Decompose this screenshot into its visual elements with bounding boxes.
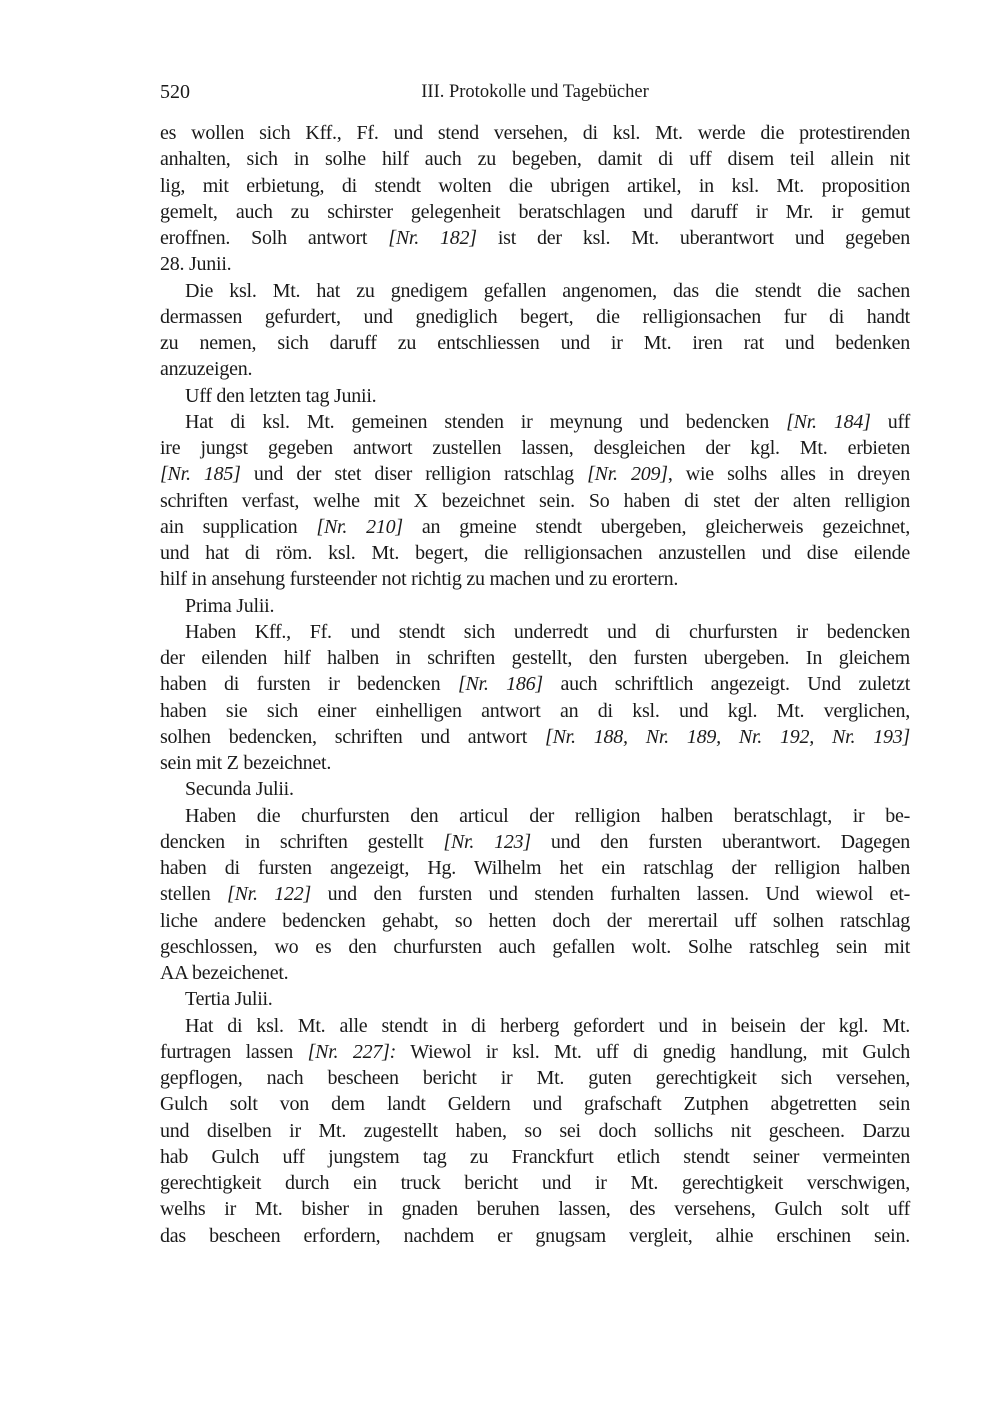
document-reference: [Nr. 209] (587, 463, 668, 486)
text-line (160, 855, 910, 881)
text-line (160, 908, 910, 934)
document-reference: [Nr. 184] (786, 410, 871, 433)
text-segment: anhalten, sich in solhe hilf auch zu begeben, damit di uff disem teil allein nit (160, 148, 910, 171)
text-line (160, 1091, 910, 1117)
text-line (160, 934, 910, 960)
text-line (160, 803, 910, 829)
text-line (160, 1196, 910, 1222)
text-segment: Haben die churfursten den articul der relligion halben beratschlagt, ir be- (185, 804, 910, 827)
text-segment: gerechtigkeit durch ein truck bericht und ir Mt. gerechtigkeit verschwigen, (160, 1172, 910, 1194)
text-segment: Die ksl. Mt. hat zu gnedigem gefallen angenomen, das die stendt die sachen (185, 279, 910, 302)
text-line (160, 540, 910, 566)
text-segment: zu nemen, sich daruff zu entschliessen und ir Mt. iren rat und bedenken (160, 332, 910, 354)
text-segment: und der stet diser relligion ratschlag (240, 463, 588, 486)
text-line (160, 199, 910, 225)
body-text (160, 120, 910, 1249)
text-segment: Secunda Julii. (185, 778, 294, 801)
text-line (160, 698, 910, 724)
document-reference: [Nr. 123] (443, 830, 531, 853)
text-line (160, 488, 910, 514)
text-segment: ain supplication (160, 515, 317, 538)
text-line (160, 829, 910, 855)
text-line (160, 1170, 910, 1196)
text-segment: 28. Junii. (160, 253, 232, 276)
text-line (160, 750, 910, 776)
text-line (160, 225, 910, 251)
text-segment: geschlossen, wo es den churfursten auch gefallen wolt. Solhe ratschleg sein mit (160, 935, 910, 958)
text-line (160, 461, 910, 487)
text-segment: gemelt, auch zu schirster gelegenheit beratschlagen und daruff ir Mr. ir gemut (160, 200, 910, 223)
text-segment: auch schriftlich angezeigt. Und zuletzt (542, 673, 910, 696)
text-line (160, 1065, 910, 1091)
text-segment: welhs ir Mt. bisher in gnaden beruhen lassen, des versehens, Gulch solt uff (160, 1198, 910, 1221)
document-reference: [Nr. 188, Nr. 189, Nr. 192, Nr. 193] (545, 725, 910, 748)
text-segment: haben sie sich einer einhelligen antwort an di ksl. und kgl. Mt. verglichen, (160, 699, 910, 722)
text-line (160, 173, 910, 199)
text-segment: und den fursten und stenden furhalten lassen. Und wiewol et- (311, 883, 910, 906)
text-segment: AA bezeichenet. (160, 962, 289, 984)
text-line (160, 1223, 910, 1249)
text-line (160, 1144, 910, 1170)
text-segment: Hat di ksl. Mt. gemeinen stenden ir meynung und bedencken (185, 410, 787, 433)
text-line (160, 409, 910, 435)
page-number: 520 (160, 81, 190, 103)
text-segment: an gmeine stendt ubergeben, gleicherweis gezeichnet, (402, 515, 910, 538)
text-line (160, 986, 910, 1012)
text-line (160, 1118, 910, 1144)
text-line (160, 619, 910, 645)
text-segment: dermassen gefurdert, und gnediglich begert, die relligionsachen fur di handt (160, 305, 910, 328)
text-line (160, 1039, 910, 1065)
text-segment: liche andere bedencken gehabt, so hetten doch der merertail uff solhen ratschlag (160, 909, 910, 932)
document-reference: [Nr. 227]: (307, 1040, 397, 1063)
text-line (160, 251, 910, 277)
text-segment: lig, mit erbietung, di stendt wolten die ubrigen artikel, in ksl. Mt. proposition (160, 174, 910, 197)
document-reference: [Nr. 182] (388, 227, 477, 249)
text-segment: Hat di ksl. Mt. alle stendt in di herberg gefordert und in beisein der kgl. Mt. (185, 1014, 910, 1037)
text-segment: sein mit Z bezeichnet. (160, 752, 332, 774)
text-segment: Haben Kff., Ff. und stendt sich underredt und di churfursten ir bedencken (185, 620, 910, 643)
text-segment: schriften verfast, welhe mit X bezeichnet sein. So haben di stet der alten relligion (160, 489, 910, 512)
text-line (160, 593, 910, 619)
text-segment: gepflogen, nach bescheen bericht ir Mt. guten gerechtigkeit sich versehen, (160, 1067, 910, 1089)
text-segment: uff (870, 410, 910, 433)
text-line (160, 435, 910, 461)
text-line (160, 304, 910, 330)
text-line (160, 146, 910, 172)
document-reference: [Nr. 185] (160, 463, 241, 486)
text-line (160, 1013, 910, 1039)
text-segment: ist der ksl. Mt. uberantwort und gegeben (476, 227, 910, 249)
document-reference: [Nr. 210] (316, 515, 403, 538)
document-reference: [Nr. 122] (227, 883, 312, 906)
text-segment: solhen bedencken, schriften und antwort (160, 725, 546, 748)
text-line (160, 356, 910, 382)
text-segment: stellen (160, 883, 228, 906)
text-line (160, 881, 910, 907)
text-segment: eroffnen. Solh antwort (160, 227, 389, 249)
text-segment: furtragen lassen (160, 1040, 308, 1063)
text-line (160, 278, 910, 304)
text-line (160, 514, 910, 540)
text-segment: Prima Julii. (185, 594, 275, 617)
text-segment: ire jungst gegeben antwort zustellen lassen, desgleichen der kgl. Mt. erbieten (160, 437, 910, 459)
text-segment: anzuzeigen. (160, 358, 253, 381)
text-segment: , wie solhs alles in dreyen (667, 463, 911, 486)
running-title: III. Protokolle und Tagebücher (421, 82, 649, 102)
text-line (160, 566, 910, 592)
text-line (160, 120, 910, 146)
text-segment: und hat di röm. ksl. Mt. begert, die relligionsachen anzustellen und dise eilende (160, 542, 910, 564)
text-segment: Wiewol ir ksl. Mt. uff di gnedig handlung, mit Gulch (396, 1040, 911, 1063)
text-segment: Tertia Julii. (185, 988, 273, 1011)
text-line (160, 776, 910, 802)
text-segment: dencken in schriften gestellt (160, 830, 444, 853)
text-line (160, 960, 910, 986)
text-segment: und diselben ir Mt. zugestellt haben, so sei doch sollichs nit gescheen. Darzu (160, 1119, 910, 1142)
text-line (160, 645, 910, 671)
text-segment: es wollen sich Kff., Ff. und stend versehen, di ksl. Mt. werde die protestirenden (160, 122, 910, 144)
text-segment: der eilenden hilf halben in schriften gestellt, den fursten ubergeben. In gleichem (160, 647, 910, 669)
text-segment: hab Gulch uff jungstem tag zu Franckfurt etlich stendt seiner vermeinten (160, 1145, 910, 1168)
text-segment: und den fursten uberantwort. Dagegen (530, 830, 911, 853)
text-segment: haben di fursten angezeigt, Hg. Wilhelm het ein ratschlag der relligion halben (160, 857, 910, 879)
text-segment: Uff den letzten tag Junii. (185, 384, 377, 407)
document-reference: [Nr. 186] (457, 673, 543, 696)
text-line (160, 671, 910, 697)
text-line (160, 330, 910, 356)
text-segment: Gulch solt von dem landt Geldern und grafschaft Zutphen abgetretten sein (160, 1093, 910, 1116)
text-segment: hilf in ansehung fursteender not richtig zu machen und zu erortern. (160, 568, 679, 591)
text-segment: haben di fursten ir bedencken (160, 673, 458, 696)
text-segment: das bescheen erfordern, nachdem er gnugsam vergleit, alhie erschinen sein. (160, 1224, 910, 1247)
text-line (160, 383, 910, 409)
text-line (160, 724, 910, 750)
